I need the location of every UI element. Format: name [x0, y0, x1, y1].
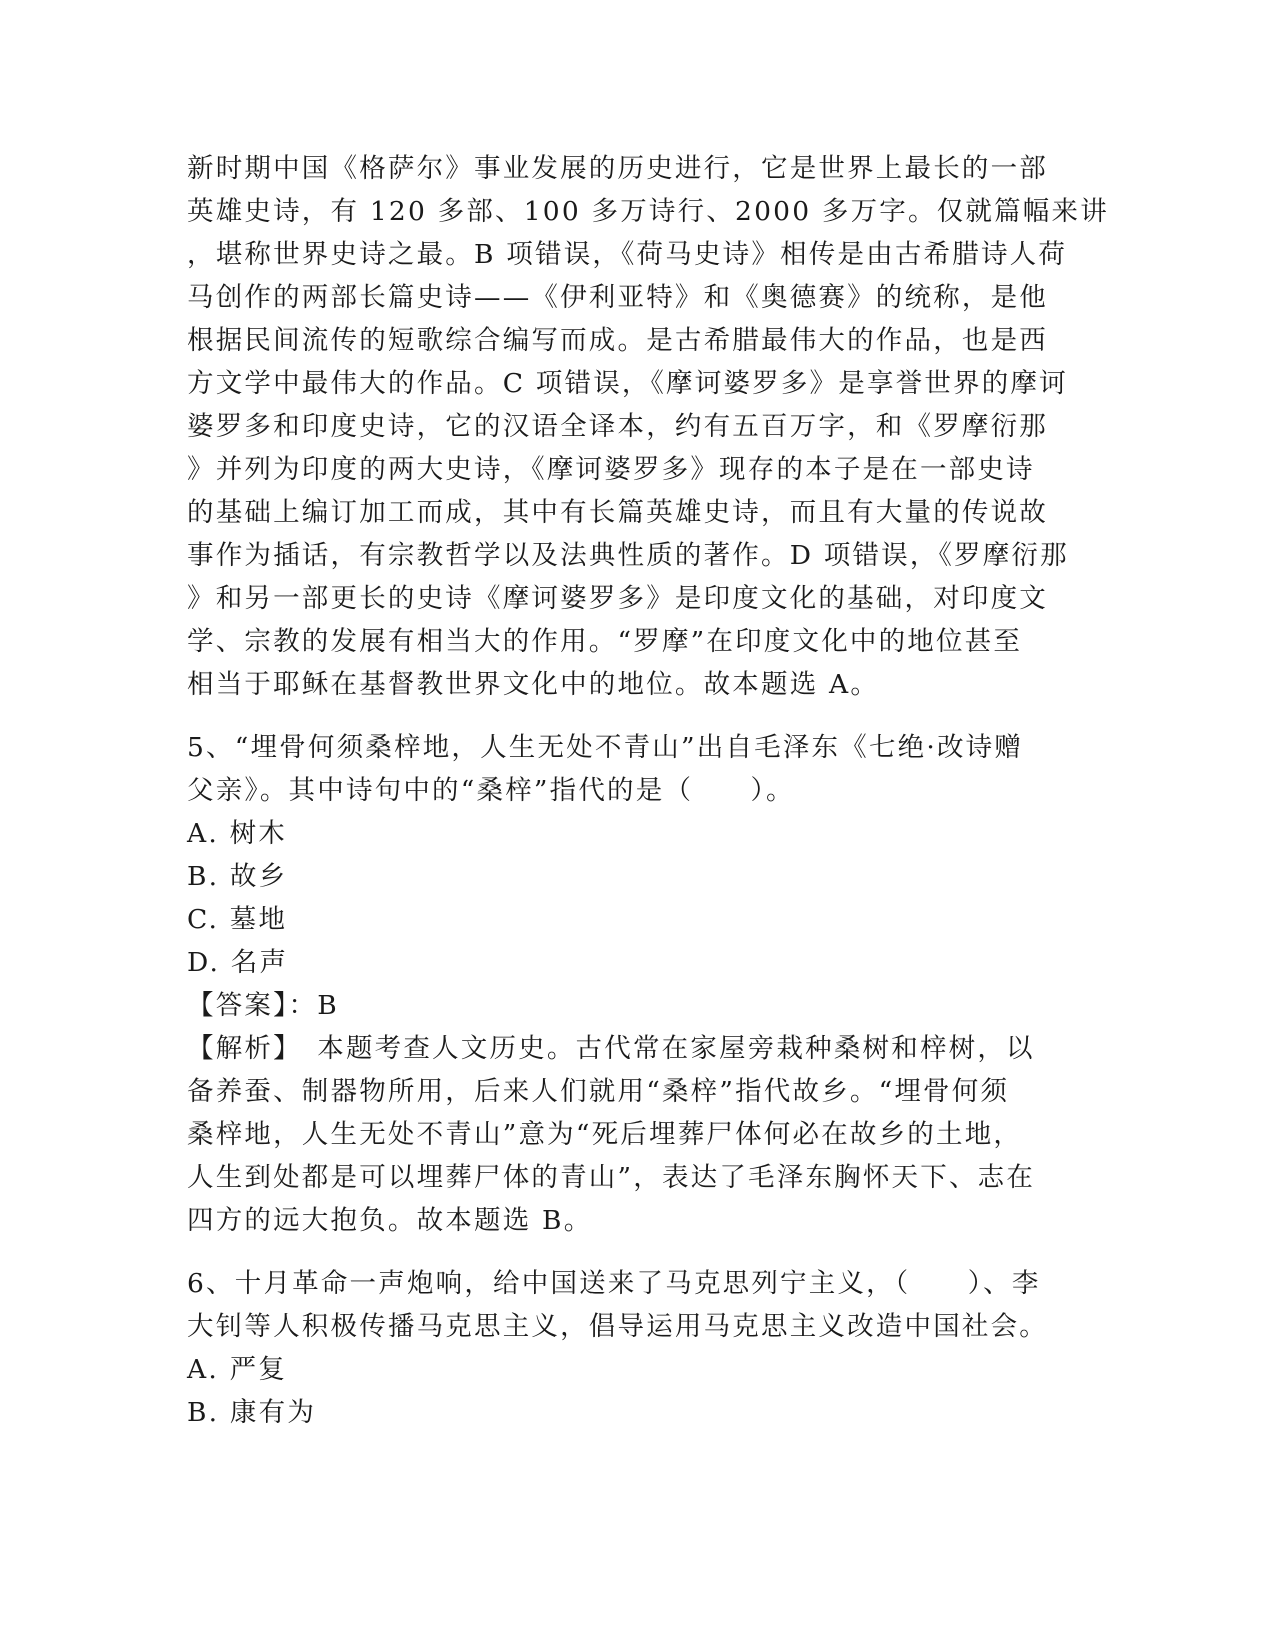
text-line: 学、宗教的发展有相当大的作用。“罗摩”在印度文化中的地位甚至	[187, 626, 1023, 657]
analysis-line: 人生到处都是可以埋葬尸体的青山”，表达了毛泽东胸怀天下、志在	[187, 1162, 1036, 1193]
answer-line: 【答案】：B	[187, 990, 339, 1021]
text-line: 相当于耶稣在基督教世界文化中的地位。故本题选 A。	[187, 669, 880, 700]
text-line: 》并列为印度的两大史诗，《摩诃婆罗多》现存的本子是在一部史诗	[187, 454, 1035, 485]
analysis-line: 【解析】 本题考查人文历史。古代常在家屋旁栽种桑树和梓树，以	[187, 1033, 1035, 1064]
text-line: 事作为插话，有宗教哲学以及法典性质的著作。D 项错误，《罗摩衍那	[187, 540, 1069, 571]
text-line: 婆罗多和印度史诗，它的汉语全译本，约有五百万字，和《罗摩衍那	[187, 411, 1048, 442]
question-stem-line: 大钊等人积极传播马克思主义，倡导运用马克思主义改造中国社会。	[187, 1311, 1048, 1342]
analysis-line: 桑梓地，人生无处不青山”意为“死后埋葬尸体何必在故乡的土地，	[187, 1119, 1023, 1150]
option-a: A. 严复	[187, 1354, 287, 1385]
analysis-line: 四方的远大抱负。故本题选 B。	[187, 1205, 593, 1236]
question-stem-line: 父亲》。其中诗句中的“桑梓”指代的是（ ）。	[187, 775, 795, 806]
text-line: 新时期中国《格萨尔》事业发展的历史进行，它是世界上最长的一部	[187, 153, 1048, 184]
text-line: 英雄史诗，有 120 多部、100 多万诗行、2000 多万字。仅就篇幅来讲	[187, 196, 1109, 227]
text-line: 方文学中最伟大的作品。C 项错误，《摩诃婆罗多》是享誉世界的摩诃	[187, 368, 1068, 399]
text-line: 马创作的两部长篇史诗——《伊利亚特》和《奥德赛》的统称，是他	[187, 282, 1048, 313]
option-b: B. 故乡	[187, 861, 288, 892]
option-b: B. 康有为	[187, 1397, 317, 1428]
text-line: 的基础上编订加工而成，其中有长篇英雄史诗，而且有大量的传说故	[187, 497, 1048, 528]
question-stem-line: 5、“埋骨何须桑梓地，人生无处不青山”出自毛泽东《七绝·改诗赠	[187, 732, 1024, 763]
prev-explanation	[187, 147, 1109, 706]
question-stem-line: 6、十月革命一声炮响，给中国送来了马克思列宁主义，（ ）、李	[187, 1268, 1041, 1299]
option-a: A. 树木	[187, 818, 287, 849]
question-6	[187, 1262, 1087, 1434]
text-line: 根据民间流传的短歌综合编写而成。是古希腊最伟大的作品，也是西	[187, 325, 1048, 356]
text-line: 》和另一部更长的史诗《摩诃婆罗多》是印度文化的基础，对印度文	[187, 583, 1048, 614]
question-5	[187, 726, 1087, 1242]
option-d: D. 名声	[187, 947, 289, 978]
option-c: C. 墓地	[187, 904, 288, 935]
analysis-line: 备养蚕、制器物所用，后来人们就用“桑梓”指代故乡。“埋骨何须	[187, 1076, 1010, 1107]
text-line: ，堪称世界史诗之最。B 项错误，《荷马史诗》相传是由古希腊诗人荷	[187, 239, 1068, 270]
document-content	[187, 147, 1109, 1434]
